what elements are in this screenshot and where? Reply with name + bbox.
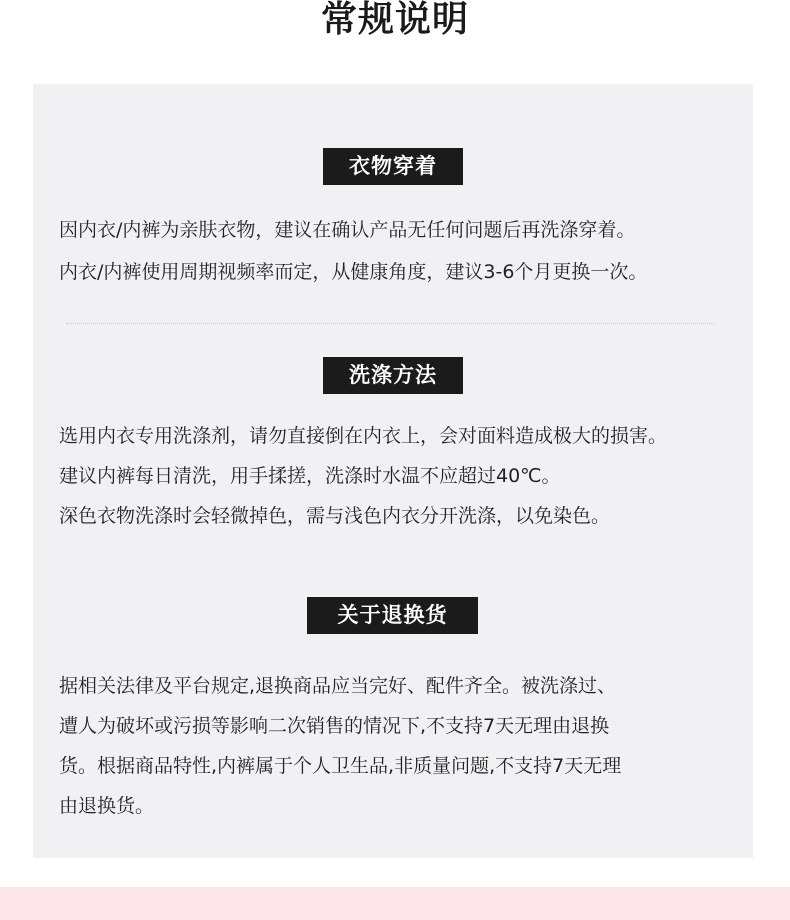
washing-text-line: 深色衣物洗涤时会轻微掉色，需与浅色内衣分开洗涤，以免染色。 — [59, 505, 611, 527]
bottom-strip — [0, 887, 790, 920]
returns-text-line: 由退换货。 — [59, 795, 155, 817]
washing-text-line: 建议内裤每日清洗，用手揉搓，洗涤时水温不应超过40℃。 — [59, 465, 561, 487]
section-tag-returns: 关于退换货 — [307, 597, 478, 634]
page-title: 常规说明 — [320, 0, 469, 40]
section-divider — [66, 323, 714, 324]
wearing-text-line: 内衣/内裤使用周期视频率而定，从健康角度，建议3-6个月更换一次。 — [59, 261, 648, 283]
returns-text-line: 据相关法律及平台规定,退换商品应当完好、配件齐全。被洗涤过、 — [59, 675, 617, 697]
wearing-text-line: 因内衣/内裤为亲肤衣物，建议在确认产品无任何问题后再洗涤穿着。 — [59, 219, 636, 241]
returns-text-line: 货。根据商品特性,内裤属于个人卫生品,非质量问题,不支持7天无理 — [59, 755, 622, 777]
section-tag-wearing: 衣物穿着 — [323, 148, 463, 185]
returns-text-line: 遭人为破坏或污损等影响二次销售的情况下,不支持7天无理由退换 — [59, 715, 610, 737]
washing-text-line: 选用内衣专用洗涤剂，请勿直接倒在内衣上，会对面料造成极大的损害。 — [59, 425, 668, 447]
section-tag-washing: 洗涤方法 — [323, 357, 463, 394]
